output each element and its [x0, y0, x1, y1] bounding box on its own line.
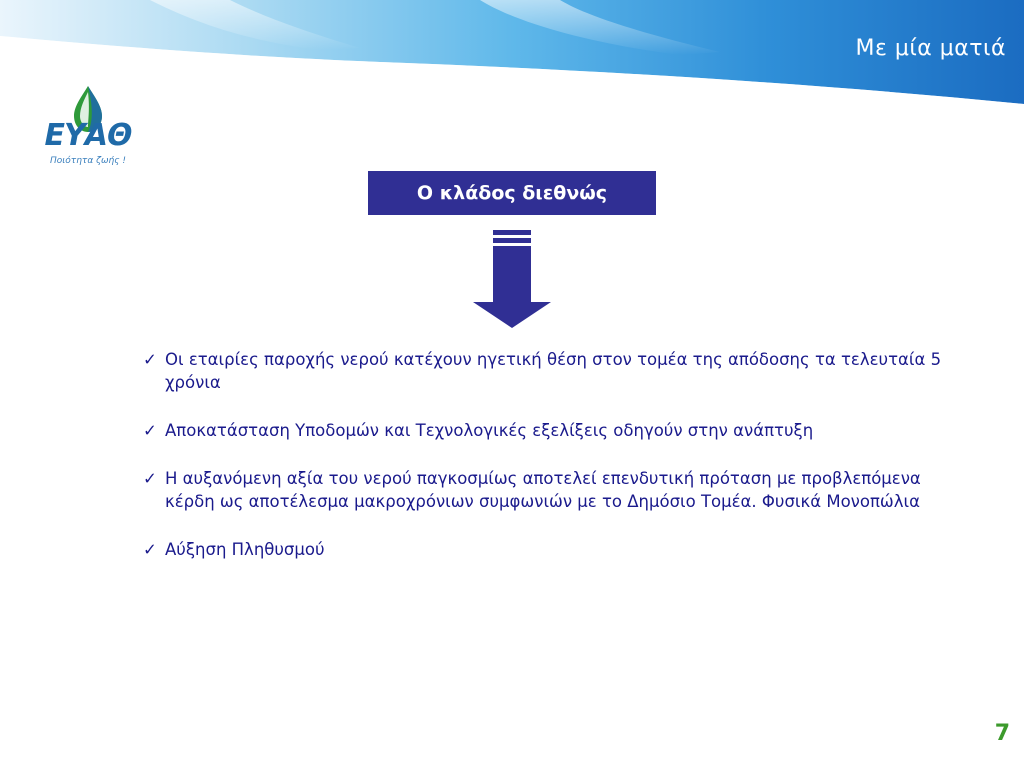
logo-slogan: Ποιότητα ζωής ! — [49, 156, 127, 166]
checkmark-icon: ✓ — [143, 350, 157, 369]
bullet-text: Οι εταιρίες παροχής νερού κατέχουν ηγετική θέση στον τομέα της απόδοσης τα τελευταία 5 χρόνια — [165, 350, 942, 392]
page-number: 7 — [994, 721, 1010, 746]
list-item — [143, 419, 943, 442]
checkmark-icon: ✓ — [143, 540, 157, 559]
list-item — [143, 348, 943, 394]
list-item — [143, 467, 943, 513]
list-item — [143, 538, 943, 561]
section-title-box: Ο κλάδος διεθνώς — [368, 171, 656, 215]
bullet-list — [143, 348, 943, 586]
bullet-text: Η αυξανόμενη αξία του νερού παγκοσμίως αποτελεί επενδυτική πρόταση με προβλεπόμενα κέρδη ως αποτέλεσμα μακροχρόνιων συμφωνιών με το Δημόσιο Τομέα. Φυσικά Μονοπώλια — [165, 469, 921, 511]
checkmark-icon: ✓ — [143, 469, 157, 488]
bullet-text: Αύξηση Πληθυσμού — [165, 540, 325, 559]
header-title: Με μία ματιά — [855, 36, 1006, 61]
bullet-text: Αποκατάσταση Υποδομών και Τεχνολογικές εξελίξεις οδηγούν στην ανάπτυξη — [165, 421, 814, 440]
checkmark-icon: ✓ — [143, 421, 157, 440]
down-arrow-icon — [473, 228, 551, 328]
logo-wordmark: ΕΥΑΘ — [44, 118, 132, 153]
